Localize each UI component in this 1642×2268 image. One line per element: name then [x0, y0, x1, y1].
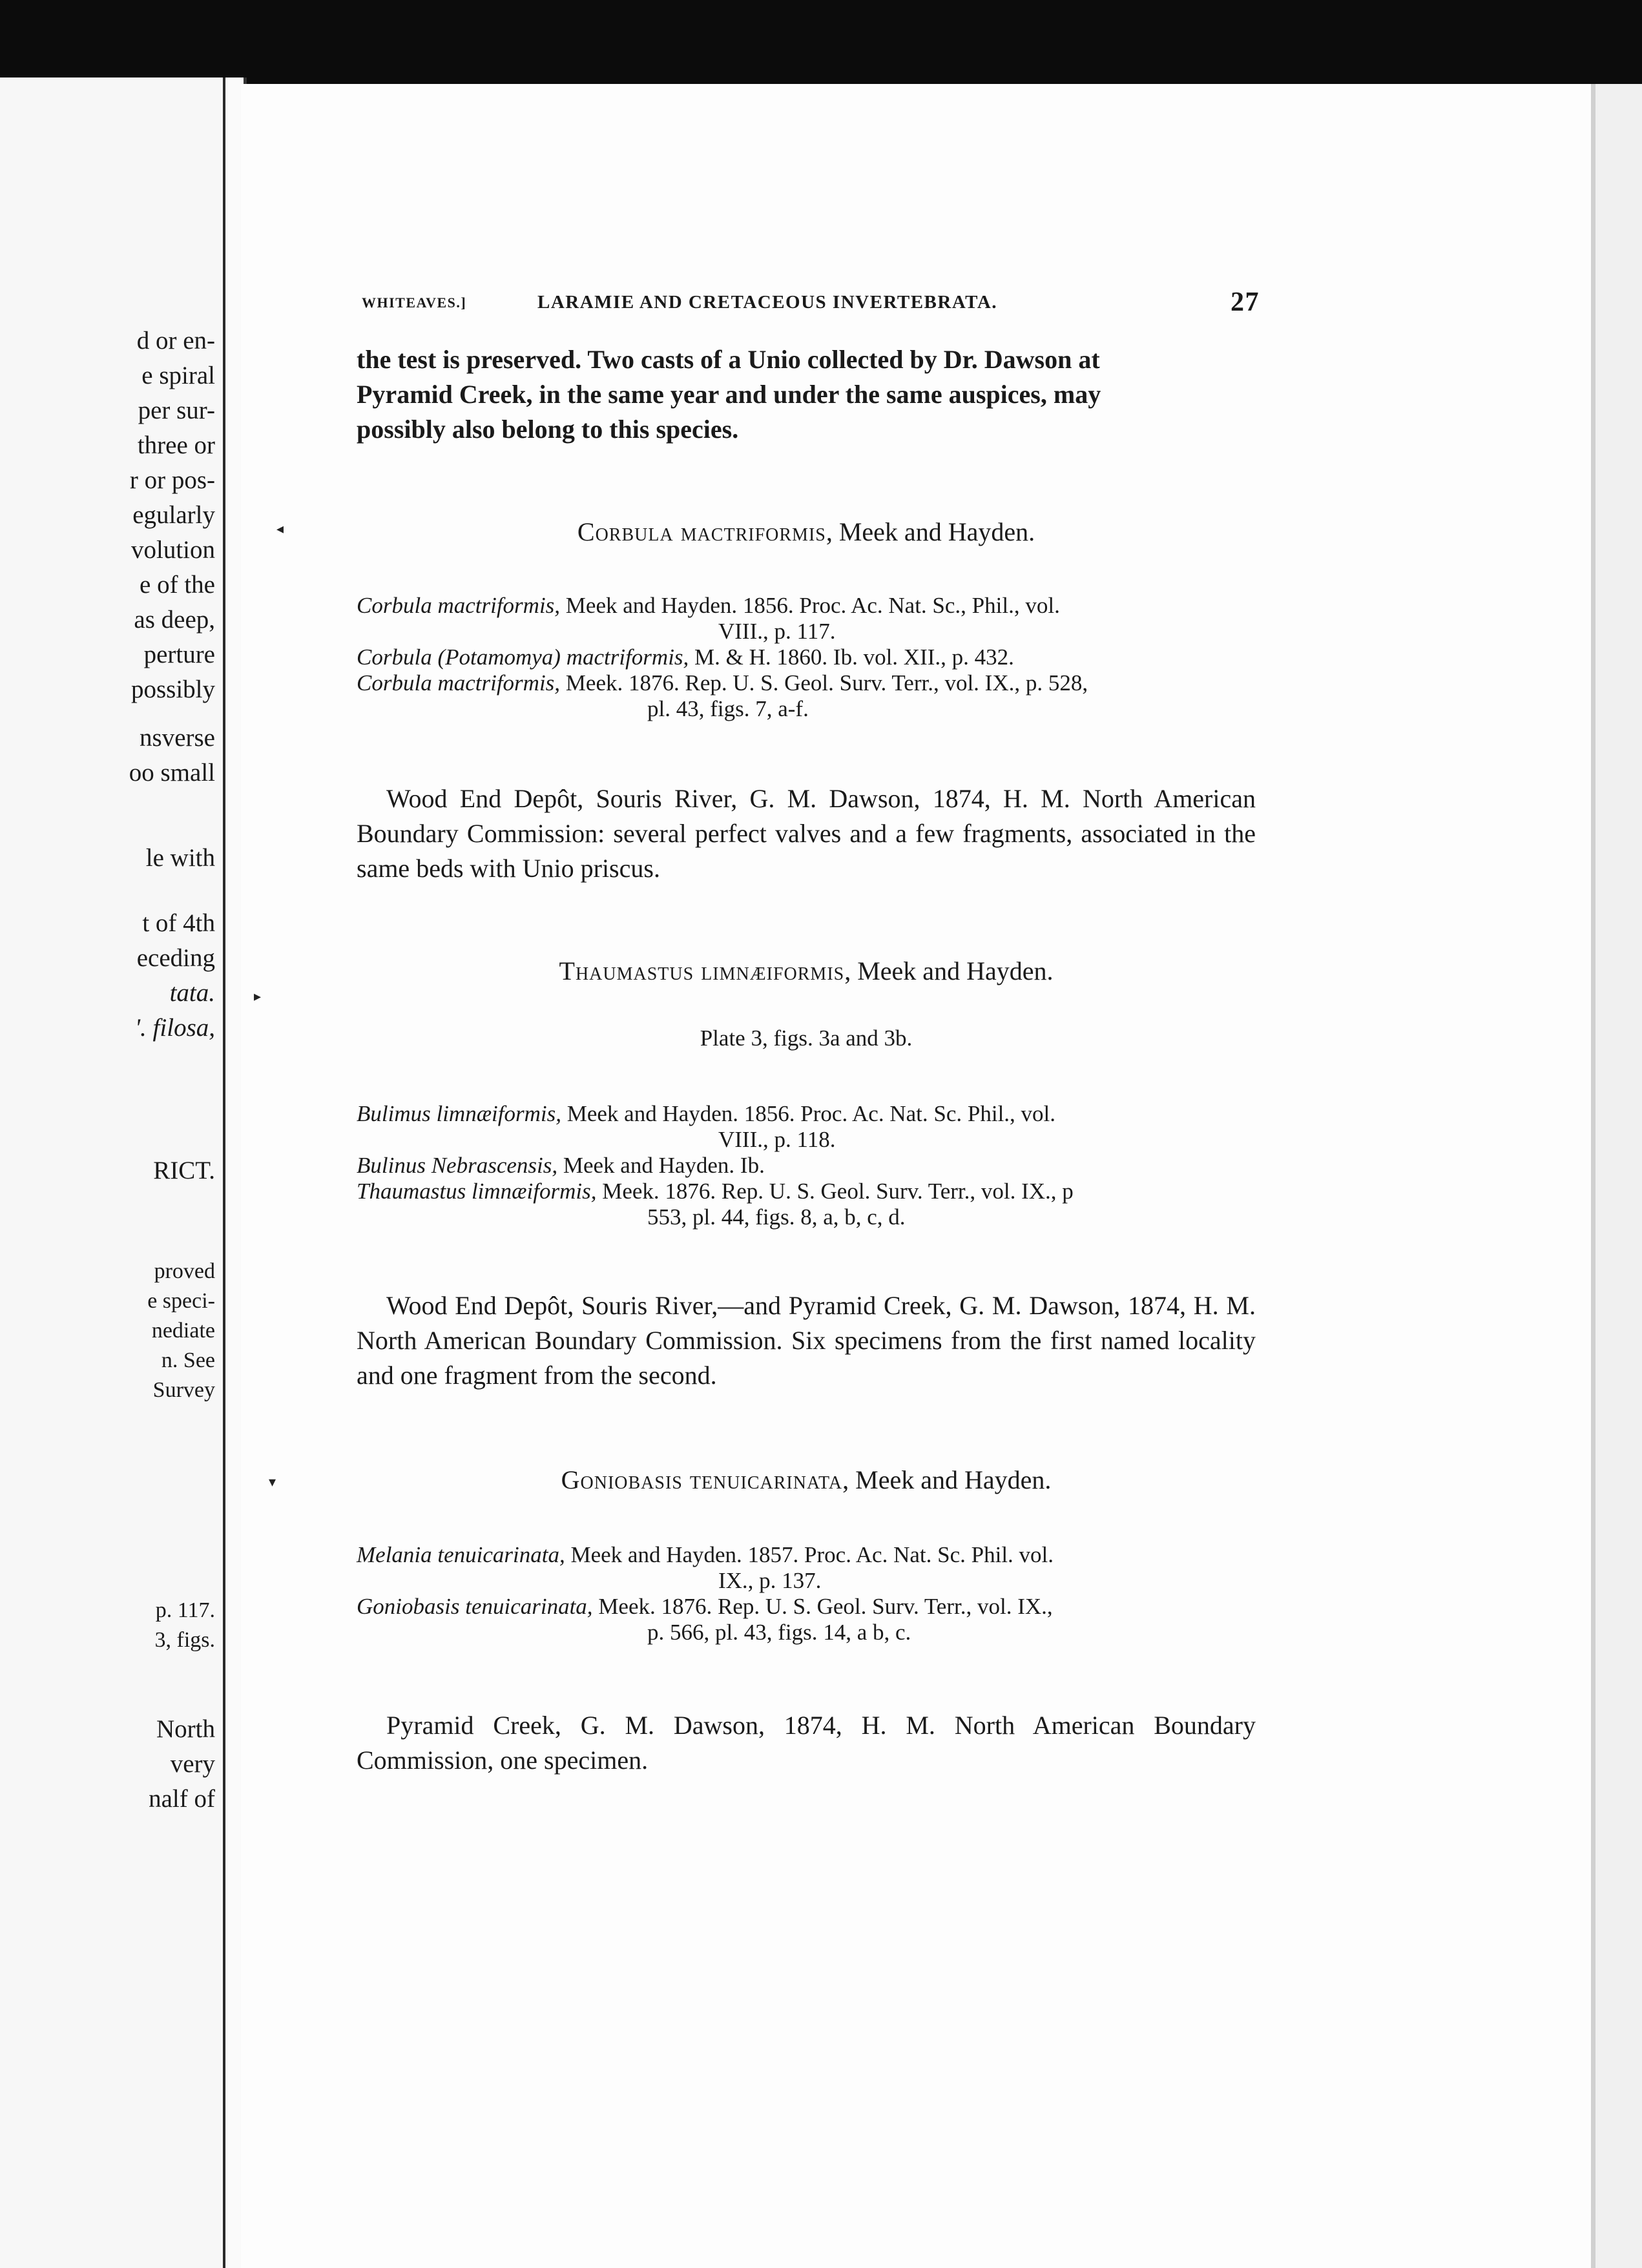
left-fragment: per sur- [138, 397, 215, 424]
species-heading [357, 956, 1256, 986]
left-fragment: RICT. [153, 1157, 215, 1184]
synonym-name: Goniobasis tenuicarinata, [357, 1594, 593, 1619]
synonym-cont: p. 566, pl. 43, figs. 14, a b, c. [647, 1620, 911, 1645]
left-fragment: r or pos- [129, 466, 215, 494]
species-heading [357, 1465, 1256, 1495]
synonym-name: Bulinus Nebrascensis, [357, 1153, 558, 1178]
locality-paragraph: Wood End Depôt, Souris River,—and Pyramid Creek, G. M. Dawson, 1874, H. M. North American Boundary Commission. Six specimens from the first named locality and one fragment from the second. [357, 1291, 1256, 1390]
species-name: Goniobasis tenuicarinata [561, 1465, 843, 1494]
left-fragment: North [156, 1715, 215, 1743]
left-fragment: tata. [169, 979, 215, 1007]
synonym-ref: M. & H. 1860. Ib. vol. XII., p. 432. [694, 644, 1014, 670]
left-fragment: nsverse [140, 724, 215, 752]
synonym-name: Bulimus limnæiformis, [357, 1101, 561, 1126]
left-fragment: three or [137, 431, 215, 459]
left-fragment: very [170, 1750, 215, 1778]
left-fragment: n. See [161, 1348, 215, 1372]
synonym-ref: Meek and Hayden. Ib. [563, 1153, 765, 1178]
synonym-cont: IX., p. 137. [718, 1568, 822, 1593]
species-name: Corbula mactriformis [577, 517, 826, 546]
intro-line: Pyramid Creek, in the same year and under the same auspices, may [357, 380, 1101, 409]
left-fragment: p. 117. [155, 1598, 215, 1622]
left-fragment: possibly [130, 675, 215, 703]
left-fragment: proved [154, 1259, 215, 1283]
synonym-cont: 553, pl. 44, figs. 8, a, b, c, d. [647, 1204, 906, 1230]
left-fragment: le with [145, 844, 215, 872]
synonymy-list [357, 1101, 1256, 1230]
intro-line: possibly also belong to this species. [357, 415, 739, 444]
synonym-name: Corbula (Potamomya) mactriformis, [357, 644, 689, 670]
synonym-name: Corbula mactriformis, [357, 670, 561, 696]
left-fragment: Survey [152, 1378, 215, 1402]
margin-mark: ▸ [254, 988, 262, 1004]
synonym-ref: Meek. 1876. Rep. U. S. Geol. Surv. Terr., vol. IX., p. 528, [565, 670, 1088, 696]
synonym-cont: pl. 43, figs. 7, a-f. [647, 696, 809, 721]
left-fragment: nediate [151, 1319, 215, 1343]
left-fragment: oo small [129, 759, 215, 787]
margin-mark: ▾ [269, 1474, 276, 1490]
species-authors: , Meek and Hayden. [844, 956, 1054, 985]
running-header [362, 289, 1260, 322]
synonym-ref: Meek. 1876. Rep. U. S. Geol. Surv. Terr., vol. IX., p [602, 1179, 1074, 1204]
locality-paragraph: Wood End Depôt, Souris River, G. M. Dawson, 1874, H. M. North American Boundary Commission: several perfect valves and a few fragments, associated in the same beds with Unio priscus. [357, 784, 1256, 883]
left-fragment: t of 4th [142, 909, 215, 937]
species-authors: , Meek and Hayden. [842, 1465, 1052, 1494]
left-fragment: nalf of [149, 1785, 215, 1813]
left-fragment: e spiral [141, 362, 215, 389]
synonym-ref: Meek and Hayden. 1857. Proc. Ac. Nat. Sc. Phil. vol. [570, 1542, 1054, 1567]
left-fragment: '. filosa, [134, 1014, 215, 1042]
species-name: Thaumastus limnæiformis [559, 956, 845, 985]
margin-mark: ◂ [276, 521, 284, 537]
synonym-ref: Meek and Hayden. 1856. Proc. Ac. Nat. Sc., Phil., vol. [565, 593, 1060, 618]
intro-line: the test is preserved. Two casts of a Unio collected by Dr. Dawson at [357, 345, 1100, 374]
header-author: WHITEAVES.] [362, 294, 467, 311]
species-heading [357, 517, 1256, 547]
left-fragment: volution [130, 536, 215, 564]
left-fragment: 3, figs. [154, 1628, 215, 1652]
intro-paragraph [357, 342, 1254, 447]
synonym-ref: Meek. 1876. Rep. U. S. Geol. Surv. Terr., vol. IX., [598, 1594, 1053, 1619]
synonym-cont: VIII., p. 117. [718, 619, 836, 644]
synonym-name: Melania tenuicarinata, [357, 1542, 565, 1567]
left-fragment: d or en- [136, 327, 215, 355]
left-fragment: e of the [140, 571, 215, 599]
header-title: LARAMIE AND CRETACEOUS INVERTEBRATA. [537, 292, 998, 313]
left-fragment: perture [143, 641, 215, 668]
left-fragment: egularly [132, 501, 215, 529]
synonymy-list [357, 593, 1256, 722]
synonym-name: Corbula mactriformis, [357, 593, 561, 618]
page-number: 27 [1231, 287, 1260, 317]
synonym-name: Thaumastus limnæiformis, [357, 1179, 597, 1204]
left-fragment: eceding [136, 944, 215, 972]
synonym-ref: Meek and Hayden. 1856. Proc. Ac. Nat. Sc. Phil., vol. [566, 1101, 1056, 1126]
synonym-cont: VIII., p. 118. [718, 1127, 836, 1152]
left-fragment: as deep, [134, 606, 215, 634]
synonymy-list [357, 1542, 1256, 1645]
locality-paragraph: Pyramid Creek, G. M. Dawson, 1874, H. M. North American Boundary Commission, one specimen. [357, 1711, 1256, 1775]
page-edge [1595, 84, 1642, 2268]
left-page [0, 77, 223, 2268]
left-fragment: e speci- [147, 1289, 215, 1313]
species-authors: , Meek and Hayden. [826, 517, 1035, 546]
plate-reference: Plate 3, figs. 3a and 3b. [700, 1026, 913, 1051]
